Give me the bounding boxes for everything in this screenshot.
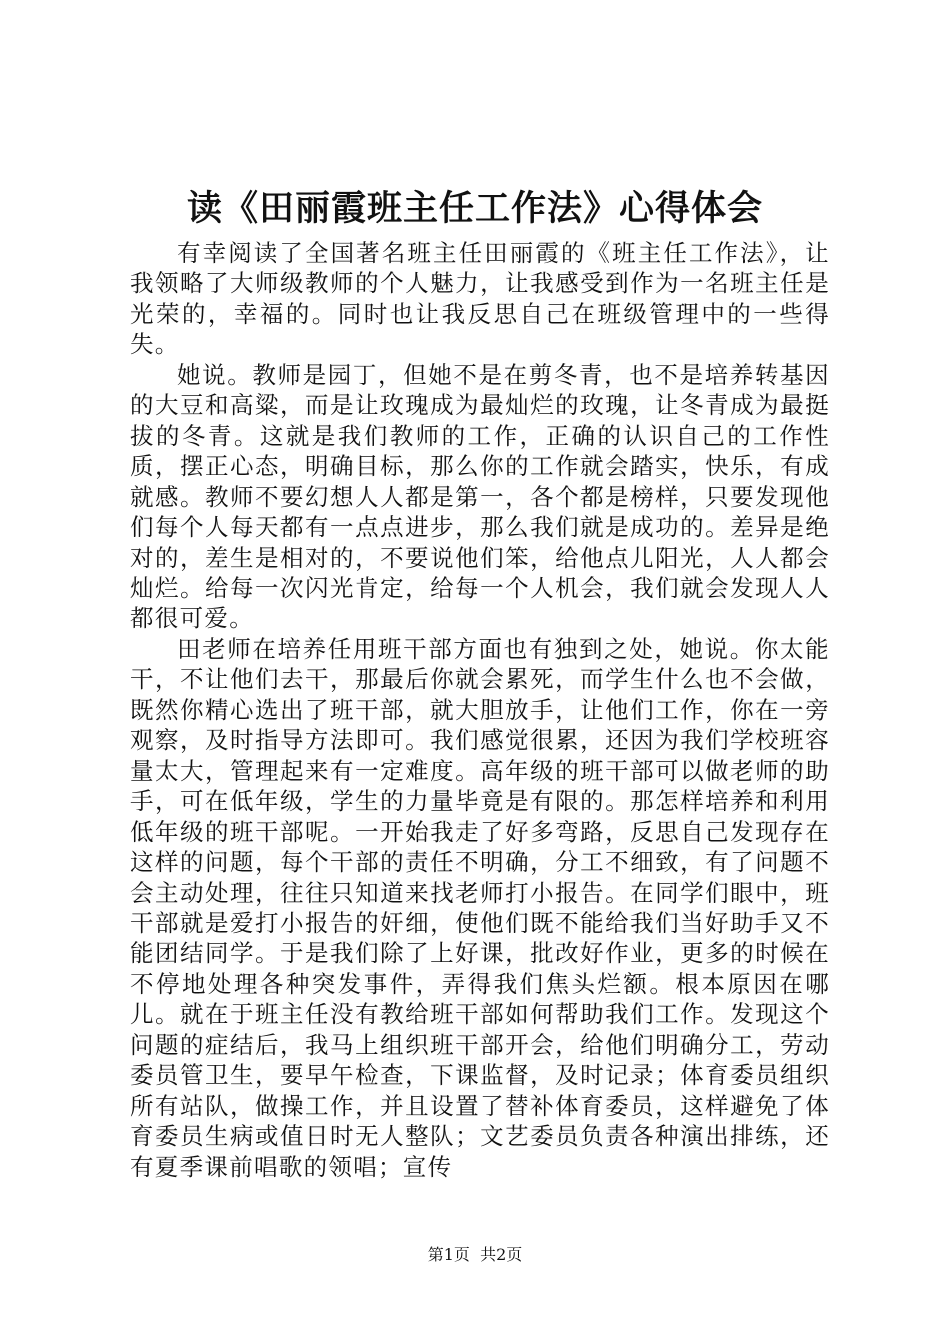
page-footer xyxy=(0,1244,950,1266)
paragraph-3: 田老师在培养任用班干部方面也有独到之处，她说。你太能干，不让他们去干，那最后你就会累死，而学生什么也不会做，既然你精心选出了班干部，就大胆放手，让他们工作，你在一旁观察，及时指导方法即可。我们感觉很累，还因为我们学校班容量太大，管理起来有一定难度。高年级的班干部可以做老师的助手，可在低年级，学生的力量毕竟是有限的。那怎样培养和利用低年级的班干部呢。一开始我走了好多弯路，反思自己发现存在这样的问题，每个干部的责任不明确，分工不细致，有了问题不会主动处理，往往只知道来找老师打小报告。在同学们眼中，班干部就是爱打小报告的奸细，使他们既不能给我们当好助手又不能团结同学。于是我们除了上好课，批改好作业，更多的时候在不停地处理各种突发事件，弄得我们焦头烂额。根本原因在哪儿。就在于班主任没有教给班干部如何帮助我们工作。发现这个问题的症结后，我马上组织班干部开会，给他们明确分工，劳动委员管卫生，要早午检查，下课监督，及时记录；体育委员组织所有站队，做操工作，并且设置了替补体育委员，这样避免了体育委员生病或值日时无人整队；文艺委员负责各种演出排练，还有夏季课前唱歌的领唱；宣传 xyxy=(130,634,830,1181)
paragraph-1: 有幸阅读了全国著名班主任田丽霞的《班主任工作法》，让我领略了大师级教师的个人魅力，让我感受到作为一名班主任是光荣的，幸福的。同时也让我反思自己在班级管理中的一些得失。 xyxy=(130,239,830,359)
paragraph-2: 她说。教师是园丁，但她不是在剪冬青，也不是培养转基因的大豆和高粱，而是让玫瑰成为最灿烂的玫瑰，让冬青成为最挺拔的冬青。这就是我们教师的工作，正确的认识自己的工作性质，摆正心态，明确目标，那么你的工作就会踏实，快乐，有成就感。教师不要幻想人人都是第一，各个都是榜样，只要发现他们每个人每天都有一点点进步，那么我们就是成功的。差异是绝对的，差生是相对的，不要说他们笨，给他点儿阳光，人人都会灿烂。给每一次闪光肯定，给每一个人机会，我们就会发现人人都很可爱。 xyxy=(130,360,830,633)
document-body xyxy=(130,238,830,1182)
document-title: 读《田丽霞班主任工作法》心得体会 xyxy=(186,188,763,229)
page-number-indicator: 第1页 共2页 xyxy=(427,1245,523,1264)
